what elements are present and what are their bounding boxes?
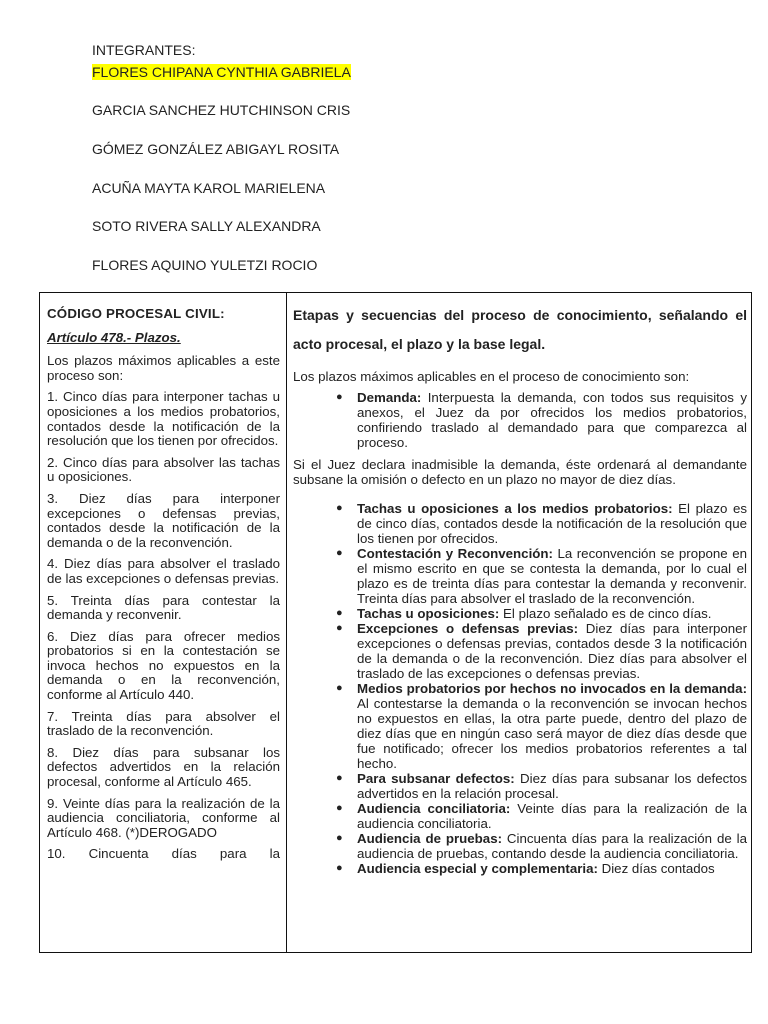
left-item: 7. Treinta días para absolver el traslado de la reconvención. <box>47 708 280 739</box>
bullet-text: Diez días para interponer excepciones o defensas previas, contados desde 3 la notificación de la demanda o de la reconvención. Diez días para absolver el traslado de las excepciones o defensas previas. <box>357 621 748 681</box>
right-column <box>287 293 752 953</box>
bullet-icon: ● <box>336 682 343 694</box>
list-item <box>336 390 747 450</box>
bullet-icon: ● <box>336 622 343 634</box>
left-column <box>40 293 287 953</box>
first-bullet-list <box>293 390 747 450</box>
bullet-icon: ● <box>336 391 343 403</box>
bullet-text: Cincuenta días para la realización de la audiencia de pruebas, contando desde la audiencia conciliatoria. <box>357 831 747 861</box>
left-intro: Los plazos máximos aplicables a este proceso son: <box>47 353 280 383</box>
members-label: INTEGRANTES: <box>92 42 196 58</box>
bullet-text: El plazo señalado es de cinco días. <box>499 606 712 621</box>
left-item: 9. Veinte días para la realización de la audiencia conciliatoria, conforme al Artículo 468. (*)DEROGADO <box>47 795 280 840</box>
code-heading: CÓDIGO PROCESAL CIVIL: <box>47 306 225 321</box>
bullet-term: Audiencia conciliatoria: <box>357 801 511 816</box>
list-item <box>336 546 747 606</box>
bullet-text: Interpuesta la demanda, con todos sus requisitos y anexos, el Juez da por ofrecidos los medios probatorios, confiriendo traslado al demandado para que comparezca al proceso. <box>357 390 747 450</box>
list-item <box>336 681 747 771</box>
bullet-text: El plazo es de cinco días, contados desde la notificación de la resolución que los tienen por ofrecidos. <box>357 501 747 546</box>
bullet-icon: ● <box>336 607 343 619</box>
bullet-term: Audiencia de pruebas: <box>357 831 503 846</box>
bullet-term: Contestación y Reconvención: <box>357 546 553 561</box>
bullet-term: Tachas u oposiciones: <box>357 606 500 621</box>
left-item: 2. Cinco días para absolver las tachas u oposiciones. <box>47 454 280 485</box>
article-heading: Artículo 478.- Plazos. <box>47 329 181 345</box>
bullet-text: La reconvención se propone en el mismo escrito en que se contesta la demanda, por lo cual el plazo es de treinta días para contestar la demanda y reconvenir. Treinta días para absolver el traslado de la reconvención. <box>357 546 747 606</box>
member-name <box>92 64 351 81</box>
bullet-term: Tachas u oposiciones a los medios probatorios: <box>357 501 673 516</box>
bullet-term: Audiencia especial y complementaria: <box>357 861 598 876</box>
comparison-table <box>39 292 752 953</box>
bullet-icon: ● <box>336 862 343 874</box>
left-item: 4. Diez días para absolver el traslado de las excepciones o defensas previas. <box>47 556 280 586</box>
member-name: FLORES AQUINO YULETZI ROCIO <box>92 257 318 273</box>
bullet-icon: ● <box>336 502 343 514</box>
left-item: 1. Cinco días para interponer tachas u oposiciones a los medios probatorios, contados desde la notificación de la resolución que los tienen por ofrecidos. <box>47 389 280 449</box>
left-item: 5. Treinta días para contestar la demanda y reconvenir. <box>47 592 280 623</box>
list-item <box>336 861 747 876</box>
left-item: 8. Diez días para subsanar los defectos advertidos en la relación procesal, conforme al Artículo 465. <box>47 744 280 790</box>
bullet-term: Excepciones o defensas previas: <box>357 621 579 636</box>
stage-bullet-list <box>293 501 747 876</box>
bullet-icon: ● <box>336 802 343 814</box>
list-item <box>336 606 747 621</box>
bullet-icon: ● <box>336 832 343 844</box>
list-item <box>336 621 748 681</box>
member-name: SOTO RIVERA SALLY ALEXANDRA <box>92 218 321 234</box>
list-item <box>336 501 747 546</box>
bullet-text: Diez días para subsanar los defectos advertidos en la relación procesal. <box>357 771 747 801</box>
bullet-icon: ● <box>336 547 343 559</box>
list-item <box>336 831 747 861</box>
bullet-text: Al contestarse la demanda o la reconvención se invocan hechos no expuestos en ellas, la otra parte puede, dentro del plazo de diez días que en ningún caso será mayor de diez días desde que fue notificado; ofrecer los medios probatorios referentes a tal hecho. <box>357 696 747 771</box>
bullet-text: Veinte días para la realización de la audiencia conciliatoria. <box>357 801 747 831</box>
right-title: Etapas y secuencias del proceso de conocimiento, señalando el acto procesal, el plazo y la base legal. <box>293 307 747 352</box>
bullet-text: Diez días contados <box>597 861 715 876</box>
member-name: GARCIA SANCHEZ HUTCHINSON CRIS <box>92 102 351 118</box>
list-item <box>336 771 747 801</box>
bullet-icon: ● <box>336 772 343 784</box>
left-item: 3. Diez días para interponer excepciones o defensas previas, contados desde la notificación de la demanda o de la reconvención. <box>47 490 280 550</box>
member-name: ACUÑA MAYTA KAROL MARIELENA <box>92 180 326 196</box>
right-intro: Los plazos máximos aplicables en el proceso de conocimiento son: <box>293 369 690 384</box>
bullet-term: Medios probatorios por hechos no invocados en la demanda: <box>357 681 747 696</box>
bullet-term: Para subsanar defectos: <box>357 771 515 786</box>
left-item: 10. Cincuenta días para la <box>47 846 280 862</box>
list-item <box>336 801 747 831</box>
member-name: GÓMEZ GONZÁLEZ ABIGAYL ROSITA <box>92 141 340 157</box>
right-paragraph: Si el Juez declara inadmisible la demanda, éste ordenará al demandante subsane la omisión o defecto en un plazo no mayor de diez días. <box>293 457 747 487</box>
left-item: 6. Diez días para ofrecer medios probatorios si en la contestación se invoca hechos no expuestos en la demanda o en la reconvención, conforme al Artículo 440. <box>47 628 280 703</box>
bullet-term: Demanda: <box>357 390 422 405</box>
highlighted-member-name: FLORES CHIPANA CYNTHIA GABRIELA <box>92 64 351 80</box>
